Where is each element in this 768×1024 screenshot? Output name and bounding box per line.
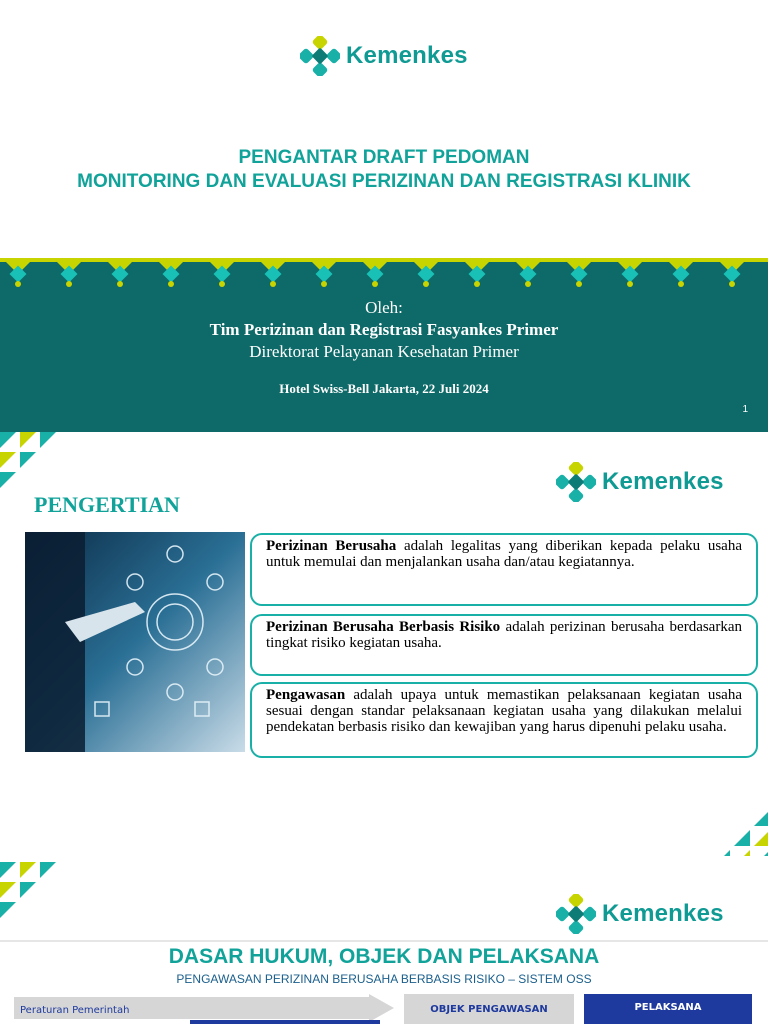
batik-pattern [0, 258, 768, 292]
brand-name: Kemenkes [602, 900, 724, 927]
title-line-1: PENGANTAR DRAFT PEDOMAN [238, 147, 530, 168]
directorate-name: Direktorat Pelayanan Kesehatan Primer [249, 342, 519, 361]
venue-date: Hotel Swiss-Bell Jakarta, 22 Juli 2024 [279, 381, 489, 396]
kemenkes-logo-icon [556, 894, 596, 934]
definition-text: adalah upaya untuk memastikan pelaksanaan kegiatan usaha sesuai dengan standar pelaksanaan kegiatan usaha yang dilakukan melalui pendekatan berbasis risiko dan kewajiban yang harus dipenuhi pelaku usaha. [266, 687, 742, 735]
definition-term: Perizinan Berusaha [266, 538, 397, 554]
title-slide [0, 0, 768, 432]
kemenkes-logo [556, 462, 724, 502]
corner-ornament-icon [0, 862, 56, 918]
definition-term: Perizinan Berusaha Berbasis Risiko [266, 619, 501, 635]
col-label-1: Peraturan Pemerintah [20, 1005, 130, 1016]
definition-box-3 [250, 682, 758, 758]
definition-text: adalah legalitas yang diberikan kepada pelaku usaha untuk memulai dan menjalankan usaha dan/atau kegiatannya. [266, 538, 742, 570]
kemenkes-logo [300, 36, 468, 76]
legal-basis-slide [0, 856, 768, 1024]
business-tech-photo [25, 532, 245, 752]
kemenkes-logo-icon [300, 36, 340, 76]
title-line-2: MONITORING DAN EVALUASI PERIZINAN DAN REGISTRASI KLINIK [77, 171, 691, 192]
corner-ornament-icon [0, 432, 56, 488]
section-heading: PENGERTIAN [34, 492, 180, 517]
team-name: Tim Perizinan dan Registrasi Fasyankes Primer [209, 320, 559, 339]
divider [0, 940, 768, 942]
definition-box-2 [250, 614, 758, 676]
by-label: Oleh: [365, 298, 403, 317]
brand-name: Kemenkes [346, 42, 468, 69]
definition-term: Pengawasan [266, 687, 346, 703]
slide-subtitle: PENGAWASAN PERIZINAN BERUSAHA BERBASIS RISIKO – SISTEM OSS [176, 972, 592, 986]
col-label-3: PELAKSANA [634, 1002, 702, 1013]
brand-name: Kemenkes [602, 468, 724, 495]
definition-text: adalah perizinan berusaha berdasarkan tingkat risiko kegiatan usaha. [266, 619, 742, 651]
col-label-2: OBJEK PENGAWASAN [430, 1004, 548, 1015]
definition-box-1 [250, 533, 758, 606]
kemenkes-logo-icon [556, 462, 596, 502]
slide-title: DASAR HUKUM, OBJEK DAN PELAKSANA [168, 945, 600, 968]
page-number: 1 [742, 404, 748, 415]
kemenkes-logo [556, 894, 724, 934]
title-band [0, 258, 768, 432]
